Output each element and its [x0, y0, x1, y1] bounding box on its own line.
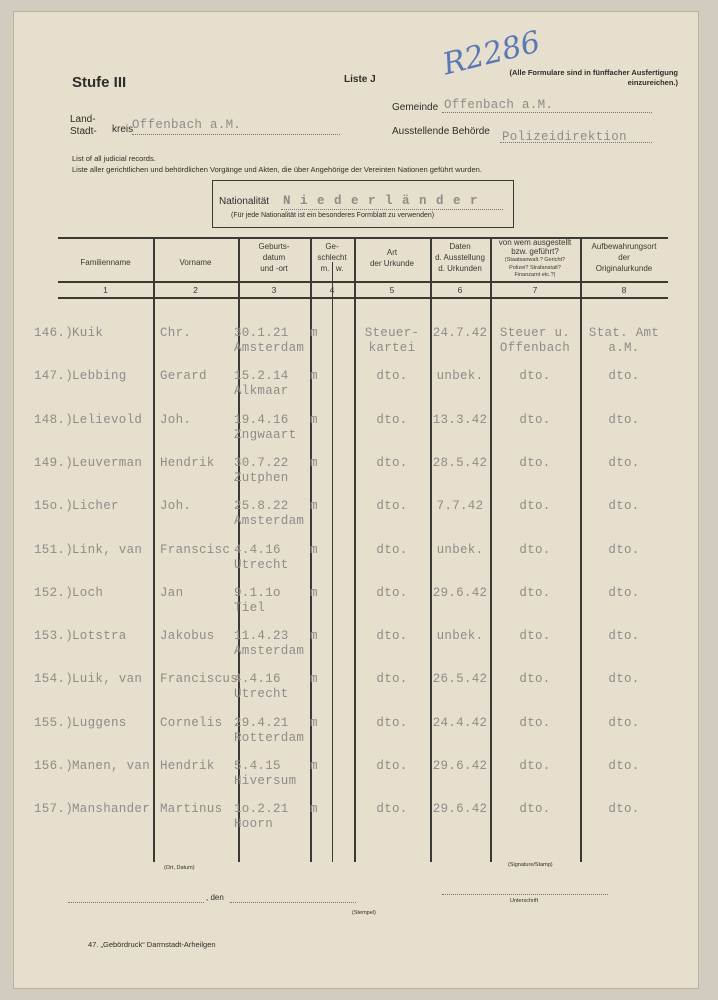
cell-vorname: Joh. [160, 499, 192, 514]
cell-datum: 24.7.42 [432, 326, 488, 340]
kreis-label: kreis [112, 124, 134, 135]
cell-geb1: 30.7.22 [234, 455, 289, 470]
header-aussteller: von wem ausgestellt bzw. geführt? [498, 238, 572, 256]
cell-von: dto. [519, 629, 551, 644]
cell-name: Lelievold [72, 412, 143, 427]
cell-name: Lebbing [72, 369, 127, 384]
cell-ort: Stat. Amt a.M. [588, 326, 660, 355]
copies-note: (Alle Formulare sind in fünffacher Ausfertigung einzureichen.) [509, 68, 678, 87]
cell-nr: 156.) [34, 759, 74, 773]
cell-geb1: 4.4.16 [234, 672, 281, 687]
unterschrift-caption: Unterschrift [510, 898, 539, 904]
cell-name: Manen, van [72, 759, 151, 773]
cell-datum: 7.7.42 [436, 499, 484, 514]
cell-geb2: Zutphen [234, 470, 289, 485]
cell-geb1: 15.2.14 [234, 369, 289, 384]
cell-geb2: Amsterdam [234, 341, 305, 355]
cell-nr: 147.) [34, 369, 74, 384]
cell-datum: 29.6.42 [432, 585, 488, 600]
cell-geb2: Hiversum [234, 774, 297, 788]
cell-name: Manshander [72, 802, 151, 817]
cell-vorname: Joh. [160, 412, 192, 427]
cell-vorname: Franciscus [160, 672, 239, 687]
column-divider [153, 237, 155, 862]
cell-name: Link, van [72, 542, 143, 557]
cell-nr: 157.) [34, 802, 74, 817]
cell-geb1: 29.4.21 [234, 715, 289, 730]
kreis-line [132, 134, 340, 135]
cell-geb2: Alkmaar [234, 384, 289, 399]
signature-caption: (Signature/Stamp) [508, 862, 553, 868]
cell-name: Kuik [72, 326, 104, 340]
cell-art: dto. [376, 585, 408, 600]
date-line [230, 902, 356, 903]
cell-geb1: 30.1.21 [234, 326, 289, 340]
gemeinde-label: Gemeinde [392, 102, 439, 113]
cell-sex: m [310, 759, 318, 773]
cell-name: Lotstra [72, 629, 127, 644]
handwritten-reference: R2286 [439, 24, 544, 83]
cell-name: Luik, van [72, 672, 143, 687]
cell-datum: 26.5.42 [432, 672, 488, 687]
cell-nr: 149.) [34, 455, 74, 470]
stufe-title: Stufe III [72, 74, 127, 91]
subtitle-german: Liste aller gerichtlichen und behördlichen Vorgänge und Akten, die über Angehörige der Vereinten Nationen geführt wurden. [72, 165, 482, 174]
table-header-rule [58, 281, 668, 283]
gemeinde-value: Offenbach a.M. [444, 98, 554, 112]
cell-geb2: Utrecht [234, 687, 289, 702]
cell-name: Licher [72, 499, 119, 514]
cell-von: dto. [519, 542, 551, 557]
column-number: 1 [103, 285, 108, 295]
kreis-value: Offenbach a.M. [132, 118, 242, 132]
cell-vorname: Chr. [160, 326, 192, 340]
column-number: 4 [329, 285, 335, 295]
behoerde-label: Ausstellende Behörde [392, 126, 490, 137]
cell-nr: 155.) [34, 715, 74, 730]
header-geschlecht: Ge- schlecht m. | w. [317, 242, 347, 273]
column-divider-sex [332, 262, 333, 862]
printer-imprint: 47. „Gebördruck“ Darmstadt-Arheilgen [88, 940, 216, 949]
cell-geb1: 19.4.16 [234, 412, 289, 427]
cell-von: dto. [519, 499, 551, 514]
cell-datum: 13.3.42 [432, 412, 488, 427]
place-line [68, 902, 204, 903]
cell-von: dto. [519, 585, 551, 600]
liste-label: Liste J [344, 74, 376, 85]
nationality-value: N i e d e r l ä n d e r [283, 194, 479, 208]
cell-name: Leuverman [72, 455, 143, 470]
cell-von: dto. [519, 672, 551, 687]
cell-ort: dto. [608, 802, 640, 817]
cell-name: Loch [72, 585, 104, 600]
nationality-label: Nationalität [219, 196, 270, 207]
cell-vorname: Jan [160, 585, 184, 600]
cell-sex: m [310, 369, 318, 384]
cell-sex: m [310, 455, 318, 470]
nationality-line [281, 209, 503, 210]
stadt-label: Stadt- [70, 126, 97, 137]
cell-geb1: 9.1.1o [234, 585, 281, 600]
column-number: 3 [271, 285, 277, 295]
cell-geb1: 5.4.15 [234, 759, 281, 773]
cell-art: dto. [376, 369, 408, 384]
cell-art: dto. [376, 412, 408, 427]
header-vorname: Vorname [179, 258, 212, 267]
cell-vorname: Martinus [160, 802, 223, 817]
cell-vorname: Franscisc [160, 542, 231, 557]
cell-datum: unbek. [436, 369, 484, 384]
cell-geb1: 1o.2.21 [234, 802, 289, 817]
cell-geb2: Utrecht [234, 557, 289, 572]
signature-line [442, 894, 608, 895]
cell-sex: m [310, 412, 318, 427]
cell-art: dto. [376, 499, 408, 514]
cell-datum: unbek. [436, 629, 484, 644]
cell-ort: dto. [608, 412, 640, 427]
den-label: , den [206, 893, 224, 902]
cell-art: dto. [376, 759, 408, 773]
cell-sex: m [310, 326, 318, 340]
cell-art: dto. [376, 455, 408, 470]
cell-datum: 29.6.42 [432, 759, 488, 773]
cell-geb2: Zngwaart [234, 427, 297, 442]
cell-datum: unbek. [436, 542, 484, 557]
cell-nr: 15o.) [34, 499, 74, 514]
header-aussteller-sub: (Staatsanwalt.? Gericht? Polizei? Strafanstalt? Finanzamt etc.?) [504, 257, 566, 278]
column-number: 6 [457, 285, 463, 295]
document-sheet [14, 12, 698, 988]
cell-name: Luggens [72, 715, 127, 730]
cell-geb1: 11.4.23 [234, 629, 289, 644]
cell-ort: dto. [608, 455, 640, 470]
cell-sex: m [310, 629, 318, 644]
nationality-box [212, 180, 514, 228]
header-aufbewahrungsort: Aufbewahrungsort der Originalurkunde [591, 242, 657, 273]
cell-geb2: Hoorn [234, 817, 274, 832]
column-number: 8 [621, 285, 627, 295]
column-number: 5 [389, 285, 395, 295]
nationality-note: (Für jede Nationalität ist ein besonderes Formblatt zu verwenden) [231, 212, 435, 219]
cell-vorname: Gerard [160, 369, 207, 384]
cell-art: dto. [376, 672, 408, 687]
cell-art: Steuer- kartei [364, 326, 420, 355]
cell-nr: 153.) [34, 629, 74, 644]
land-label: Land- [70, 114, 96, 125]
cell-sex: m [310, 499, 318, 514]
header-familienname: Familienname [80, 258, 131, 267]
cell-von: dto. [519, 412, 551, 427]
cell-sex: m [310, 585, 318, 600]
cell-vorname: Cornelis [160, 715, 223, 730]
cell-von: dto. [519, 759, 551, 773]
cell-art: dto. [376, 629, 408, 644]
cell-geb1: 25.8.22 [234, 499, 289, 514]
cell-sex: m [310, 715, 318, 730]
cell-geb1: 4.4.16 [234, 542, 281, 557]
cell-von: dto. [519, 455, 551, 470]
cell-datum: 24.4.42 [432, 715, 488, 730]
header-ausstellungsdatum: Daten d. Ausstellung d. Urkunden [435, 242, 485, 273]
header-art-der-urkunde: Art der Urkunde [369, 248, 415, 268]
cell-vorname: Jakobus [160, 629, 215, 644]
cell-geb2: Tiel [234, 600, 266, 615]
cell-nr: 151.) [34, 542, 74, 557]
cell-vorname: Hendrik [160, 455, 215, 470]
cell-geb2: Amsterdam [234, 644, 305, 659]
cell-ort: dto. [608, 715, 640, 730]
cell-von: dto. [519, 369, 551, 384]
cell-art: dto. [376, 802, 408, 817]
cell-art: dto. [376, 542, 408, 557]
cell-geb2: Amsterdam [234, 514, 305, 529]
cell-ort: dto. [608, 542, 640, 557]
cell-art: dto. [376, 715, 408, 730]
column-number: 7 [532, 285, 538, 295]
cell-von: Steuer u. Offenbach [499, 326, 571, 355]
behoerde-value: Polizeidirektion [502, 130, 627, 144]
cell-von: dto. [519, 802, 551, 817]
cell-nr: 154.) [34, 672, 74, 687]
cell-datum: 29.6.42 [432, 802, 488, 817]
cell-ort: dto. [608, 499, 640, 514]
gemeinde-line [442, 112, 652, 113]
cell-sex: m [310, 672, 318, 687]
subtitle-english: List of all judicial records. [72, 154, 156, 163]
cell-ort: dto. [608, 369, 640, 384]
ort-datum-caption: (Ort, Datum) [164, 865, 195, 871]
cell-geb2: Rotterdam [234, 730, 305, 745]
cell-sex: m [310, 802, 318, 817]
cell-ort: dto. [608, 672, 640, 687]
table-number-rule [58, 297, 668, 299]
header-geburtsdatum: Geburts- datum und -ort [258, 242, 290, 273]
cell-sex: m [310, 542, 318, 557]
cell-nr: 146.) [34, 326, 74, 340]
cell-ort: dto. [608, 585, 640, 600]
cell-nr: 152.) [34, 585, 74, 600]
cell-datum: 28.5.42 [432, 455, 488, 470]
cell-nr: 148.) [34, 412, 74, 427]
cell-ort: dto. [608, 759, 640, 773]
cell-von: dto. [519, 715, 551, 730]
stempel-caption: (Stempel) [352, 910, 376, 916]
cell-vorname: Hendrik [160, 759, 215, 773]
cell-ort: dto. [608, 629, 640, 644]
column-number: 2 [193, 285, 198, 295]
behoerde-line [500, 142, 652, 143]
